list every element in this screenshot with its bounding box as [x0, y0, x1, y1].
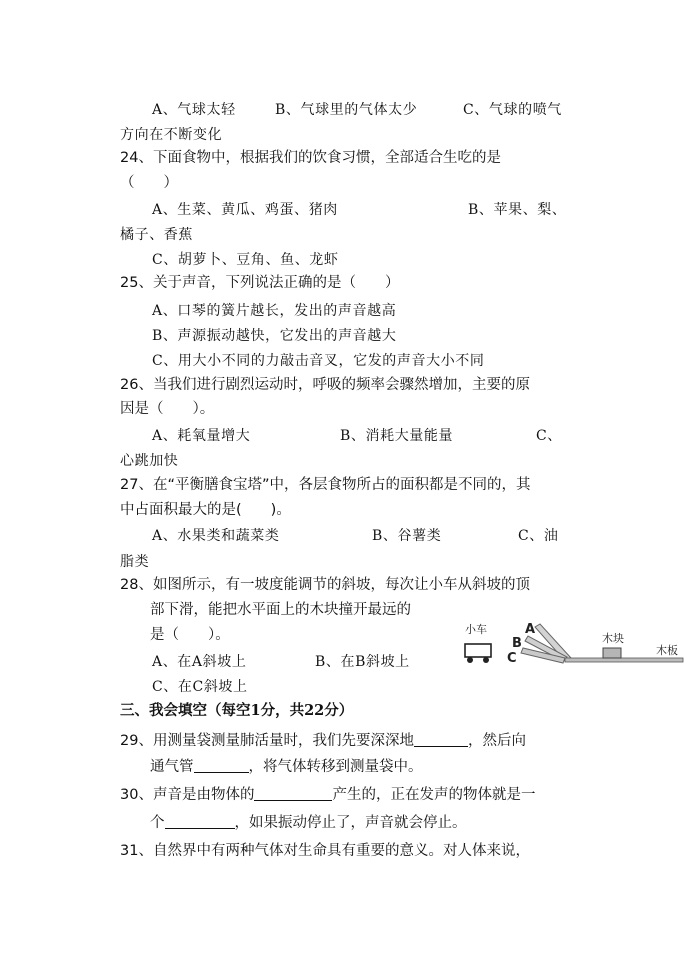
block-label: 木块 [602, 632, 624, 645]
slope-diagram [455, 615, 685, 675]
q27-option-c: C、油 [518, 528, 559, 544]
q29-text-b: ，然后向 [467, 733, 526, 749]
q29-text-a: 29、用测量袋测量肺活量时，我们先要深深地 [120, 733, 414, 749]
q24-option-b: B、苹果、梨、 [468, 202, 567, 218]
q23-option-a: A、气球太轻 [152, 102, 236, 118]
car-wheel-left [467, 657, 473, 663]
board-label: 木板 [656, 644, 678, 657]
q27-option-a: A、水果类和蔬菜类 [152, 528, 280, 544]
q29-blank-2[interactable] [194, 758, 249, 773]
q23-option-c-cont: 方向在不断变化 [120, 127, 223, 143]
q30-text-b: 产生的，正在发声的物体就是一 [332, 787, 536, 803]
car-body [465, 644, 491, 657]
q26-stem-cont: 因是（ ）。 [120, 401, 215, 417]
q24-option-b-cont: 橘子、香蕉 [120, 227, 193, 243]
q26-stem: 26、当我们进行剧烈运动时，呼吸的频率会骤然增加，主要的原 [120, 377, 530, 393]
q28-stem: 28、如图所示，有一坡度能调节的斜坡，每次让小车从斜坡的顶 [120, 577, 530, 593]
q25-option-b: B、声源振动越快，它发出的声音越大 [152, 328, 397, 344]
q25-stem: 25、关于声音，下列说法正确的是（ ） [120, 275, 400, 291]
q30-text-d: ，如果振动停止了，声音就会停止。 [234, 815, 467, 831]
section-3-scoring: 每空1分，共22分） [221, 702, 354, 719]
slope-label-b: B [512, 636, 522, 651]
section-3-title: 三、我会填空（ [120, 703, 222, 719]
q31-stem: 31、自然界中有两种气体对生命具有重要的意义。对人体来说， [120, 843, 530, 859]
q29-text-d: ，将气体转移到测量袋中。 [248, 759, 423, 775]
q30-blank-1[interactable] [254, 786, 332, 801]
q29-line-2 [150, 757, 423, 777]
q28-option-a: A、在A斜坡上 [152, 654, 247, 670]
q25-option-c: C、用大小不同的力敲击音叉，它发的声音大小不同 [152, 353, 485, 369]
q27-option-c-cont: 脂类 [120, 554, 150, 570]
q30-text-a: 30、声音是由物体的 [120, 787, 255, 803]
q29-blank-1[interactable] [414, 732, 468, 747]
wooden-block [603, 648, 621, 658]
car-label: 小车 [465, 623, 487, 636]
q24-option-a: A、生菜、黄瓜、鸡蛋、猪肉 [152, 202, 338, 218]
q23-option-b: B、气球里的气体太少 [275, 102, 418, 118]
q30-line-1 [120, 785, 535, 805]
q26-option-b: B、消耗大量能量 [340, 428, 454, 444]
q27-stem-cont: 中占面积最大的是( )。 [120, 502, 291, 518]
q24-stem: 24、下面食物中，根据我们的饮食习惯，全部适合生吃的是 [120, 150, 501, 166]
slope-label-c: C [507, 651, 517, 666]
q26-option-c: C、 [536, 428, 562, 444]
q27-option-b: B、谷薯类 [372, 528, 442, 544]
q24-option-c: C、胡萝卜、豆角、鱼、龙虾 [152, 252, 339, 268]
q23-option-c: C、气球的喷气 [463, 102, 562, 118]
q27-stem: 27、在“平衡膳食宝塔”中，各层食物所占的面积都是不同的，其 [120, 477, 531, 493]
q29-line-1 [120, 731, 526, 751]
q29-text-c: 通气管 [150, 759, 194, 775]
q28-stem-cont2: 是（ ）。 [150, 627, 230, 643]
q28-option-b: B、在B斜坡上 [315, 654, 410, 670]
q30-line-2 [150, 813, 467, 833]
q24-answer-paren: （ ） [120, 175, 178, 191]
car-wheel-right [483, 657, 489, 663]
section-3-heading [120, 701, 353, 721]
q30-blank-2[interactable] [165, 814, 235, 829]
q28-stem-cont: 部下滑，能把水平面上的木块撞开最远的 [150, 602, 411, 618]
q25-option-a: A、口琴的簧片越长，发出的声音越高 [152, 303, 397, 319]
q30-text-c: 个 [150, 815, 165, 831]
wooden-board [565, 658, 683, 662]
q26-option-c-cont: 心跳加快 [120, 453, 179, 469]
q28-option-c: C、在C斜坡上 [152, 679, 248, 695]
q26-option-a: A、耗氧量增大 [152, 428, 251, 444]
slope-label-a: A [525, 622, 536, 637]
